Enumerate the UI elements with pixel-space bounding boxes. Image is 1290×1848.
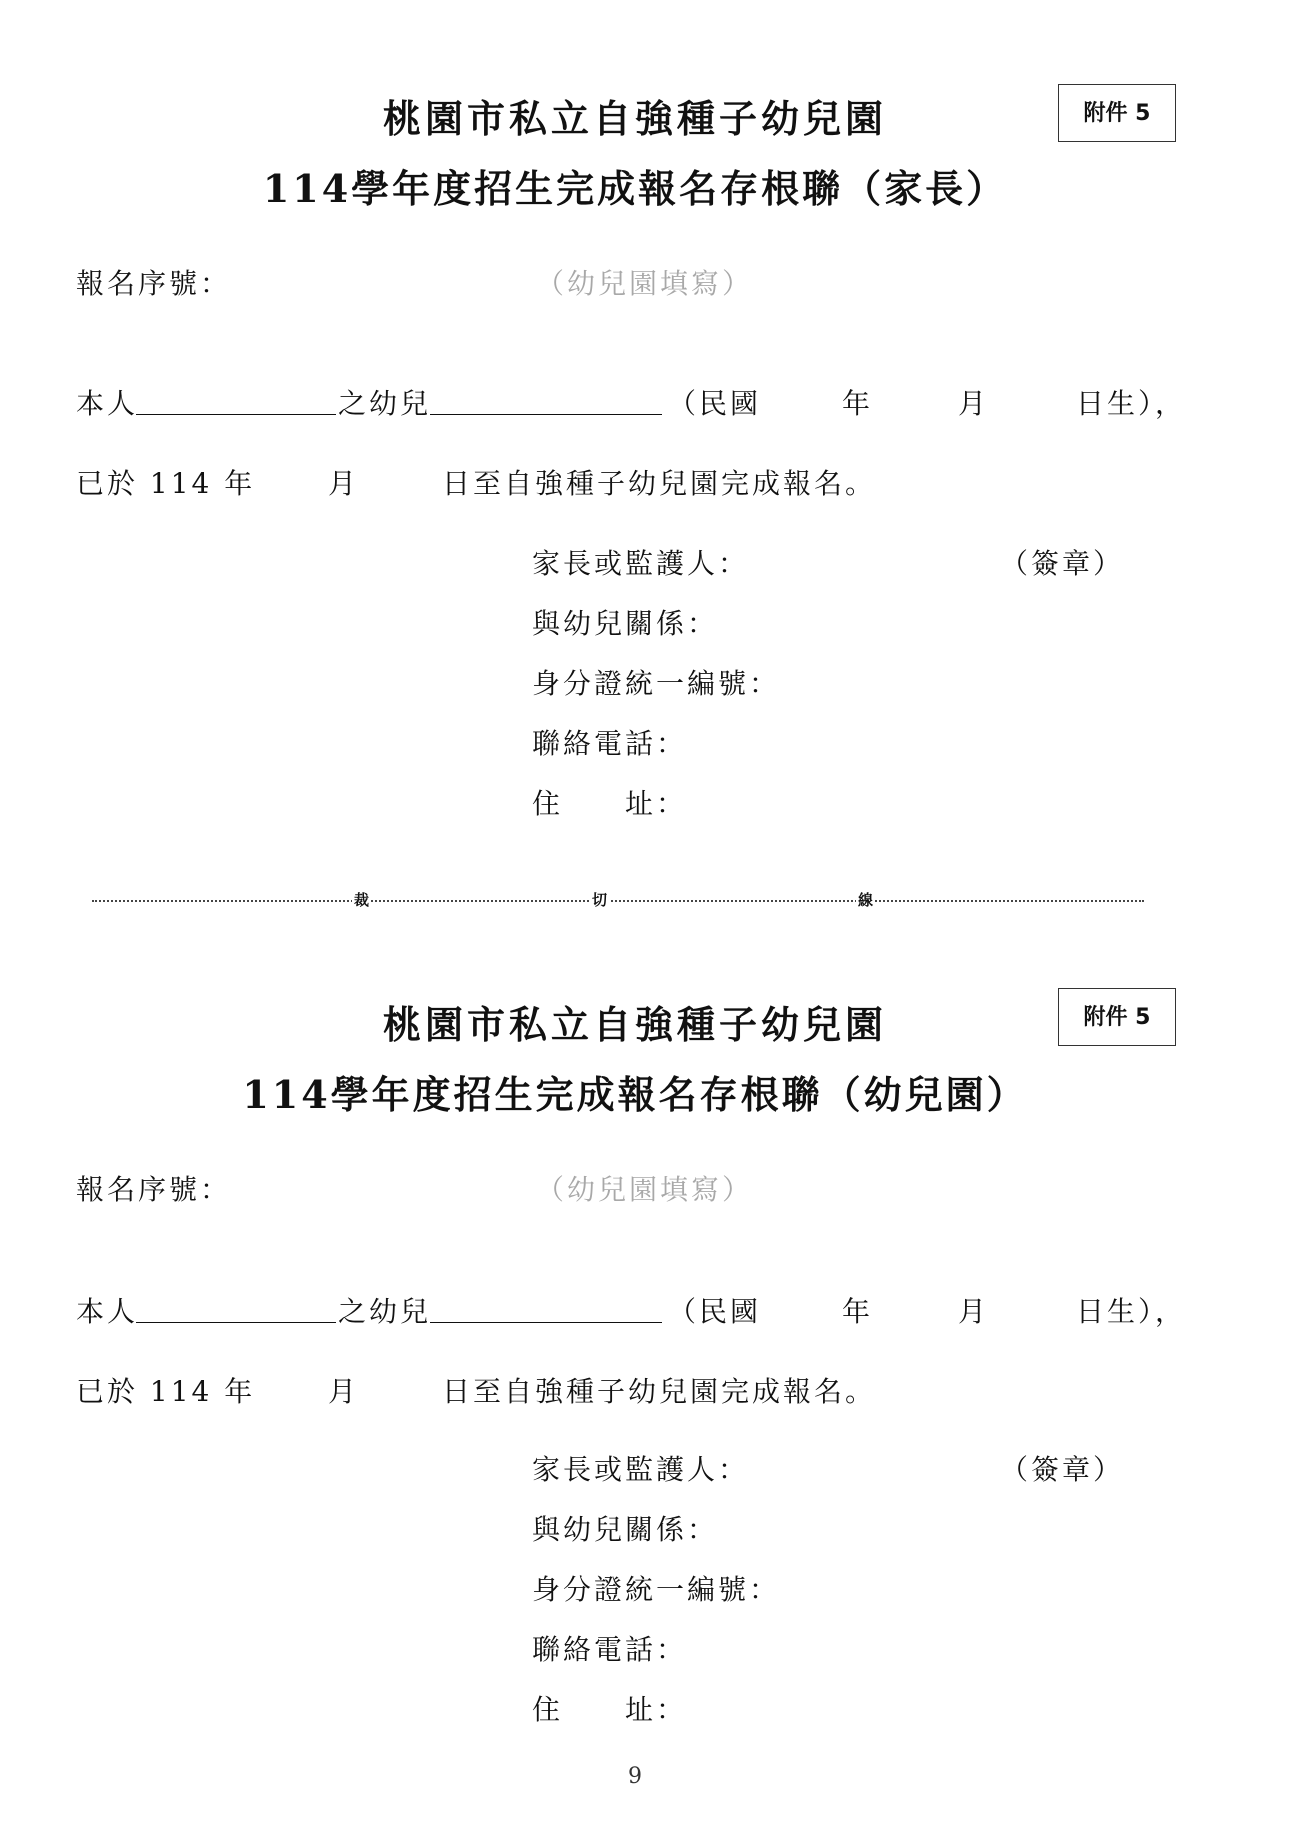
cut-line-char-3: 線 (858, 891, 874, 909)
birth-day-label: 日生）， (1076, 1295, 1187, 1328)
registration-date-suffix: 日至自強種子幼兒園完成報名。 (442, 467, 877, 500)
id-number-label: 身分證統一編號： (532, 1573, 781, 1606)
form-title: 114學年度招生完成報名存根聯（幼兒園） (242, 1072, 1028, 1117)
birth-day-label: 日生）， (1076, 387, 1187, 420)
phone-label: 聯絡電話： (532, 1633, 688, 1666)
parent-name-blank[interactable] (136, 414, 336, 415)
form-title: 114學年度招生完成報名存根聯（家長） (262, 166, 1008, 211)
child-name-blank[interactable] (430, 414, 662, 415)
child-name-blank[interactable] (430, 1322, 662, 1323)
child-name-label: 之幼兒 (338, 387, 432, 420)
serial-placeholder: （幼兒園填寫） (536, 267, 754, 300)
guardian-label: 家長或監護人： (532, 1453, 750, 1486)
school-name: 桃園市私立自強種子幼兒園 (382, 96, 887, 141)
child-name-label: 之幼兒 (338, 1295, 432, 1328)
signature-label: （簽章） (1000, 547, 1125, 580)
cut-line-char-2: 切 (592, 891, 608, 909)
registration-date-prefix: 已於 114 年 (76, 1375, 256, 1408)
serial-label: 報名序號： (76, 1173, 232, 1206)
registration-date-suffix: 日至自強種子幼兒園完成報名。 (442, 1375, 877, 1408)
registration-month-label: 月 (328, 467, 360, 500)
parent-name-label: 本人 (76, 387, 139, 420)
id-number-label: 身分證統一編號： (532, 667, 781, 700)
serial-label: 報名序號： (76, 267, 232, 300)
attachment-badge: 附件 5 (1058, 988, 1176, 1046)
page-number: 9 (628, 1764, 642, 1789)
cut-line (92, 890, 1144, 912)
birth-month-label: 月 (958, 387, 990, 420)
serial-placeholder: （幼兒園填寫） (536, 1173, 754, 1206)
relationship-label: 與幼兒關係： (532, 607, 719, 640)
attachment-badge: 附件 5 (1058, 84, 1176, 142)
birth-year-label: 年 (842, 387, 874, 420)
parent-name-blank[interactable] (136, 1322, 336, 1323)
address-label: 住 址： (532, 1693, 688, 1726)
signature-label: （簽章） (1000, 1453, 1125, 1486)
birth-year-label: 年 (842, 1295, 874, 1328)
cut-line-dots (92, 900, 1144, 902)
minguo-label: （民國 (668, 1295, 762, 1328)
parent-name-label: 本人 (76, 1295, 139, 1328)
relationship-label: 與幼兒關係： (532, 1513, 719, 1546)
registration-month-label: 月 (328, 1375, 360, 1408)
address-label: 住 址： (532, 787, 688, 820)
birth-month-label: 月 (958, 1295, 990, 1328)
school-name: 桃園市私立自強種子幼兒園 (382, 1002, 887, 1047)
phone-label: 聯絡電話： (532, 727, 688, 760)
guardian-label: 家長或監護人： (532, 547, 750, 580)
minguo-label: （民國 (668, 387, 762, 420)
registration-date-prefix: 已於 114 年 (76, 467, 256, 500)
cut-line-char-1: 裁 (354, 891, 370, 909)
